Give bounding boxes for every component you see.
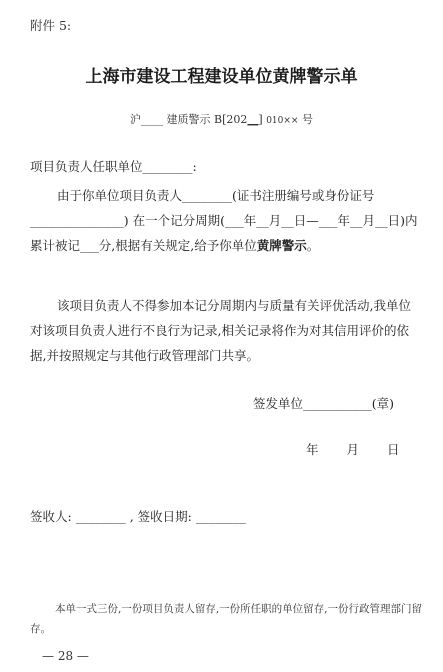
unit-blank: ________: [142, 159, 193, 174]
date-day: 日: [387, 442, 400, 457]
document-title: 上海市建设工程建设单位黄牌警示单: [85, 67, 358, 87]
date-year: 年: [306, 442, 319, 457]
unit-colon: :: [192, 159, 197, 174]
receipt-line: [30, 507, 246, 525]
docno-close: ]: [258, 113, 263, 126]
notice-paragraph: 由于你单位项目负责人________(证书注册编号或身份证号_______________) 在一个记分周期(___年__月__日—___年__月__日)内累计被记___分,根据有关规定,给予你单位黄牌警示。: [30, 188, 418, 253]
unit-label: 项目负责人任职单位: [30, 159, 143, 174]
issuer-seal: (章): [371, 396, 395, 411]
date-month: 月: [346, 442, 360, 457]
docno-middle: 建质警示 B[202: [166, 113, 248, 126]
issuer-line: [253, 394, 394, 412]
issuer-label: 签发单位: [253, 396, 304, 411]
issuer-blank: ___________: [303, 396, 372, 411]
unit-line: [30, 157, 197, 175]
receiver-blank: ________: [75, 509, 126, 524]
consequence-paragraph: 该项目负责人不得参加本记分周期内与质量有关评优活动,我单位对该项目负责人进行不良行为记录,相关记录将作为对其信用评价的依据,并按照规定与其他行政管理部门共享。: [30, 298, 411, 363]
annex-label: 附件 5:: [30, 18, 72, 33]
docno-suffix: 号: [301, 113, 313, 126]
docno-year-blank: __: [247, 113, 259, 126]
yellow-card-warning: 黄牌警示: [256, 238, 307, 253]
receipt-sep: ,: [129, 509, 134, 524]
docno-prefix: 沪: [130, 113, 142, 126]
docno-serial: 010××: [266, 116, 299, 126]
page-number: — 28 —: [42, 649, 89, 663]
issue-date: [306, 440, 428, 458]
receipt-date-blank: ________: [195, 509, 246, 524]
footnote: 本单一式三份,一份项目负责人留存,一份所任职的单位留存,一份行政管理部门留存。: [30, 603, 423, 635]
document-number: [0, 111, 443, 127]
receiver-label: 签收人:: [30, 509, 72, 524]
docno-blank: ____: [141, 113, 164, 126]
receipt-date-label: 签收日期:: [137, 509, 192, 524]
